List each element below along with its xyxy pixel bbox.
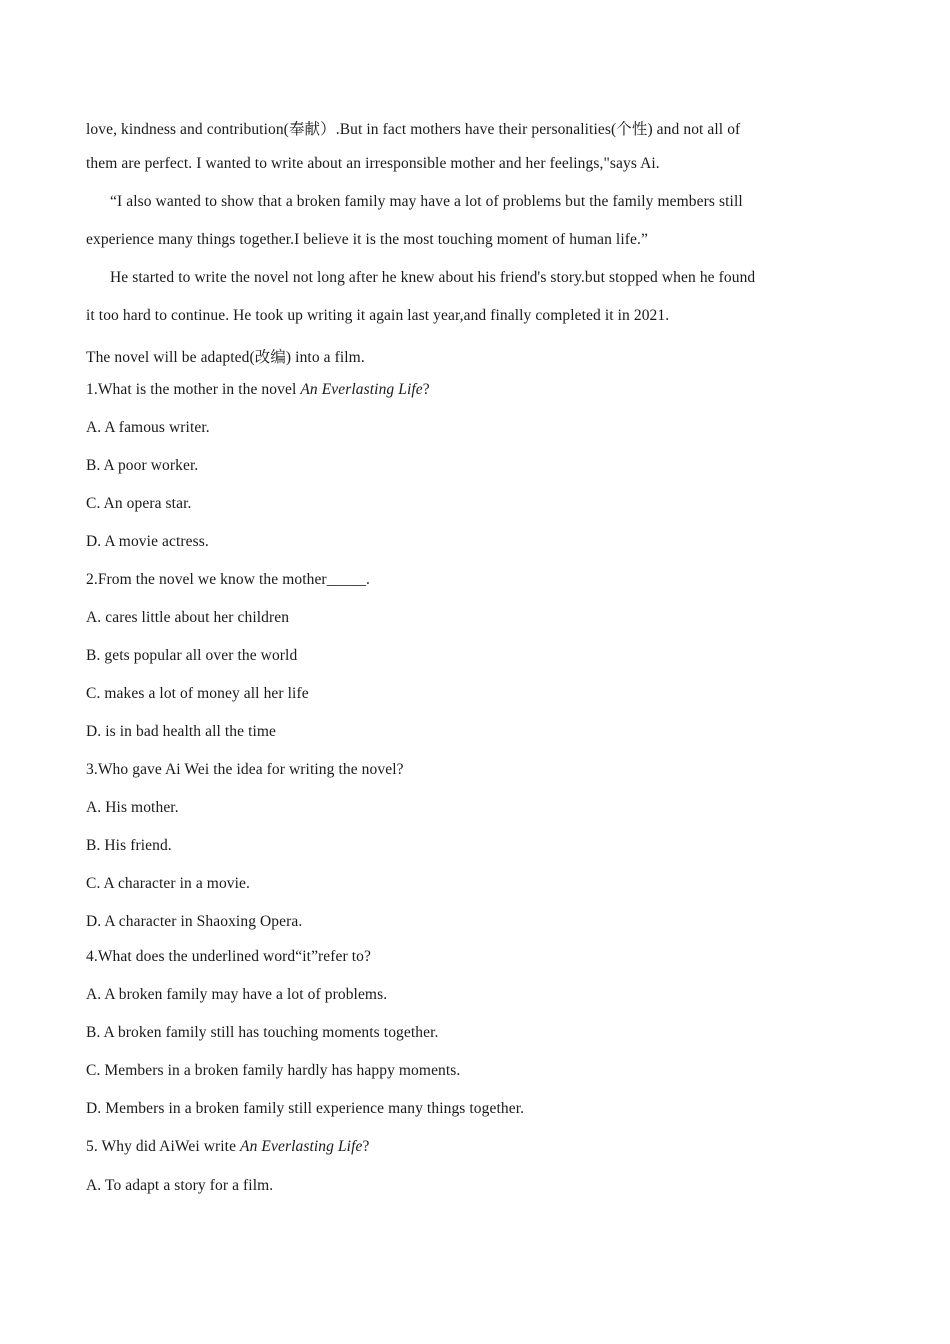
option-4a: A. A broken family may have a lot of problems. (86, 986, 388, 1003)
passage-line: it too hard to continue. He took up writing it again last year,and finally completed it in 2021. (86, 307, 670, 324)
passage-line: He started to write the novel not long after he knew about his friend's story.but stopped when he found (110, 269, 756, 286)
option-1a: A. A famous writer. (86, 419, 210, 436)
option-3a: A. His mother. (86, 799, 179, 816)
question-stem-5: 5. Why did AiWei write An Everlasting Life? (86, 1138, 370, 1155)
question-stem-3: 3.Who gave Ai Wei the idea for writing the novel? (86, 761, 404, 778)
passage-line: “I also wanted to show that a broken family may have a lot of problems but the family members still (110, 193, 743, 210)
passage-line: love, kindness and contribution(奉献）.But in fact mothers have their personalities(个性) and not all of (86, 121, 741, 138)
option-4b: B. A broken family still has touching moments together. (86, 1024, 439, 1041)
option-1d: D. A movie actress. (86, 533, 209, 550)
option-5a: A. To adapt a story for a film. (86, 1177, 274, 1194)
option-1b: B. A poor worker. (86, 457, 199, 474)
passage-line: them are perfect. I wanted to write about an irresponsible mother and her feelings,"says Ai. (86, 155, 660, 172)
question-stem-4: 4.What does the underlined word“it”refer to? (86, 948, 372, 965)
option-3b: B. His friend. (86, 837, 172, 854)
option-3c: C. A character in a movie. (86, 875, 251, 892)
option-2b: B. gets popular all over the world (86, 647, 298, 664)
question-stem-2: 2.From the novel we know the mother_____. (86, 571, 370, 588)
option-4c: C. Members in a broken family hardly has happy moments. (86, 1062, 461, 1079)
passage-line: experience many things together.I believe it is the most touching moment of human life.” (86, 231, 648, 248)
option-2a: A. cares little about her children (86, 609, 290, 626)
option-4d: D. Members in a broken family still experience many things together. (86, 1100, 525, 1117)
question-stem-1: 1.What is the mother in the novel An Everlasting Life? (86, 381, 430, 398)
option-1c: C. An opera star. (86, 495, 192, 512)
passage-line: The novel will be adapted(改编) into a film. (86, 349, 365, 366)
option-3d: D. A character in Shaoxing Opera. (86, 913, 303, 930)
novel-title: An Everlasting Life (240, 1138, 363, 1155)
novel-title: An Everlasting Life (300, 381, 423, 398)
option-2d: D. is in bad health all the time (86, 723, 277, 740)
option-2c: C. makes a lot of money all her life (86, 685, 309, 702)
